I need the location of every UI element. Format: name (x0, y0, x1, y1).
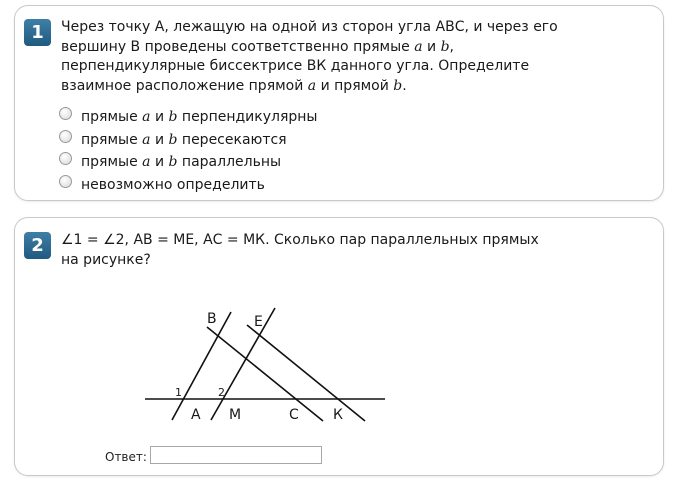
radio-button[interactable] (59, 175, 72, 188)
question-number-badge: 2 (24, 232, 51, 259)
question-line: ∠1 = ∠2, АВ = МЕ, АС = МК. Сколько пар параллельных прямых (61, 232, 539, 248)
label-k: К (333, 407, 343, 423)
option-label[interactable]: прямые a и b пересекаются (81, 131, 287, 148)
variable-letter: b (440, 38, 450, 55)
radio-button[interactable] (59, 130, 72, 143)
variable-letter: a (142, 109, 151, 125)
option-label[interactable]: прямые a и b параллельны (81, 154, 282, 170)
option-label[interactable]: прямые a и b перпендикулярны (81, 109, 318, 125)
question-number-badge: 1 (24, 19, 51, 46)
variable-letter: a (307, 77, 317, 94)
variable-letter: b (393, 77, 403, 94)
question-line: взаимное расположение прямой a и прямой b. (61, 77, 407, 94)
line-ab (172, 312, 231, 420)
question-text (61, 231, 581, 270)
variable-letter: a (414, 38, 423, 55)
label-m: М (229, 407, 242, 423)
label-angle-2: 2 (218, 386, 225, 399)
question-line: вершину В проведены соответственно прямые a и b, (61, 38, 454, 55)
variable-letter: b (168, 131, 178, 148)
label-c: С (289, 407, 299, 423)
line-me (211, 308, 275, 420)
variable-letter: a (142, 154, 151, 170)
line-bc (207, 327, 323, 421)
answer-label: Ответ: (105, 450, 147, 464)
option-label[interactable]: невозможно определить (81, 176, 265, 193)
geometry-figure (145, 304, 405, 424)
label-b: В (207, 311, 217, 327)
radio-button[interactable] (59, 107, 72, 120)
label-angle-1: 1 (175, 386, 182, 399)
answer-input[interactable] (150, 446, 322, 464)
label-e: Е (254, 314, 263, 330)
question-card-1 (14, 5, 664, 201)
variable-letter: b (168, 154, 178, 170)
radio-button[interactable] (59, 152, 72, 165)
question-line: перпендикулярные биссектрисе ВК данного угла. Определите (61, 58, 530, 74)
label-a: А (191, 407, 201, 423)
variable-letter: a (142, 131, 151, 148)
question-card-2 (14, 217, 664, 476)
question-line: Через точку А, лежащую на одной из сторон угла АВС, и через его (61, 19, 558, 35)
question-line: на рисунке? (61, 251, 151, 268)
variable-letter: b (168, 109, 178, 125)
question-text (61, 18, 651, 96)
